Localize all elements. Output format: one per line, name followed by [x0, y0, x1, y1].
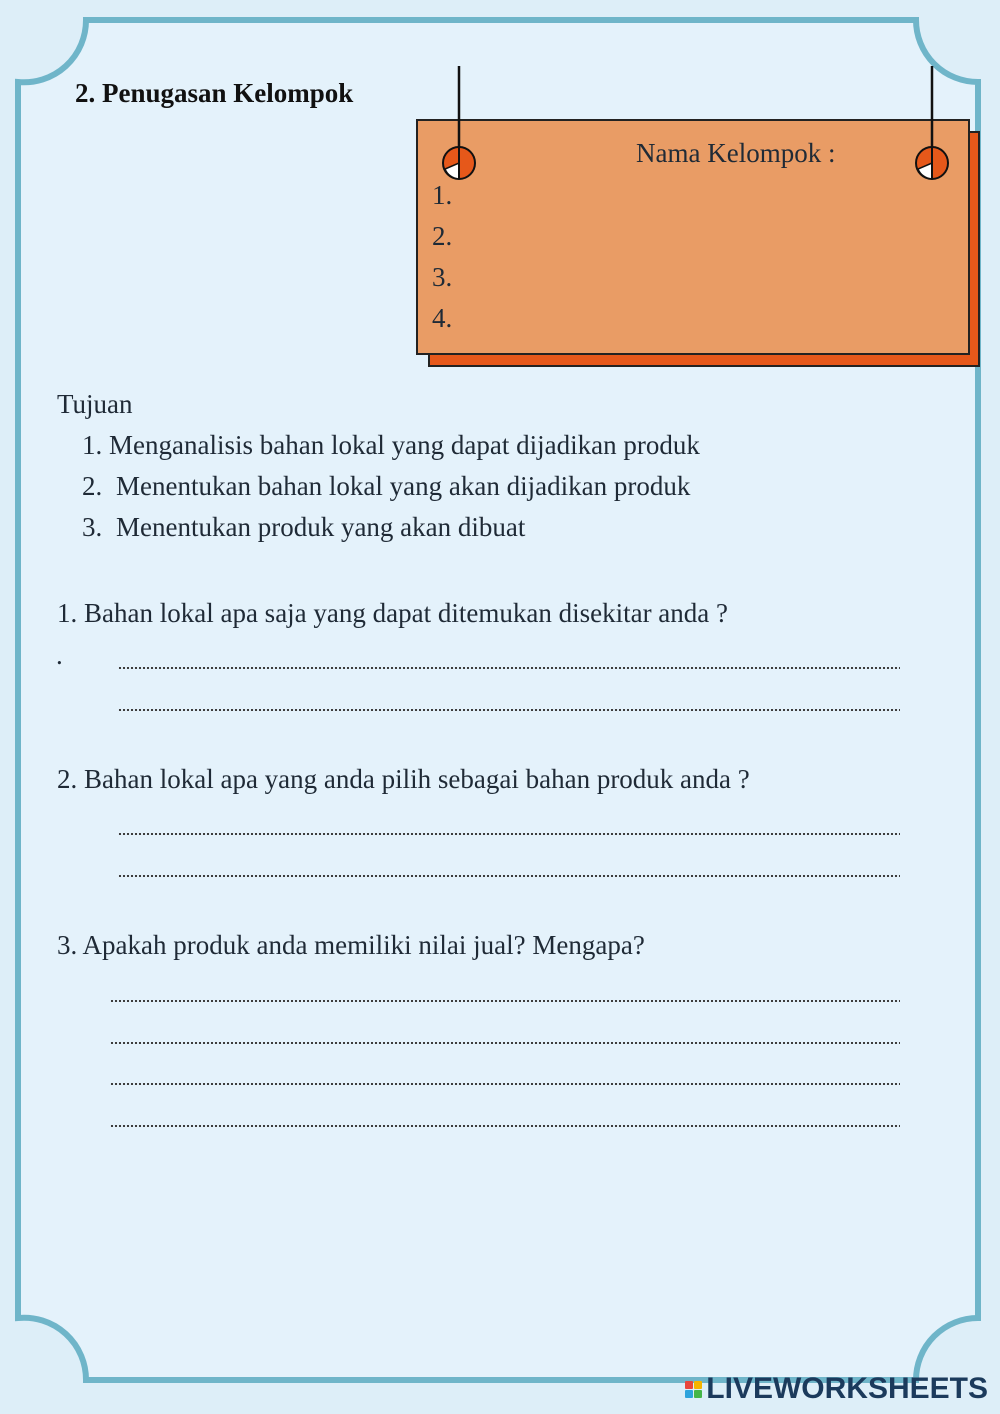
- answer-line[interactable]: [118, 709, 900, 711]
- member-number: 2.: [432, 221, 453, 251]
- group-card-title: Nama Kelompok :: [636, 138, 836, 168]
- answer-line[interactable]: [110, 1042, 900, 1044]
- question-text: 1. Bahan lokal apa saja yang dapat ditemukan disekitar anda ?: [57, 598, 729, 628]
- stray-mark: .: [56, 640, 63, 670]
- member-number: 1.: [432, 180, 453, 210]
- goal-number: 2.: [82, 471, 103, 501]
- question-text: 2. Bahan lokal apa yang anda pilih sebagai bahan produk anda ?: [57, 764, 750, 794]
- page-heading: 2. Penugasan Kelompok: [75, 78, 354, 108]
- answer-line[interactable]: [110, 1000, 900, 1002]
- goal-number: 1.: [82, 430, 103, 460]
- goal-text: Menentukan produk yang akan dibuat: [116, 512, 526, 542]
- member-number: 4.: [432, 303, 453, 333]
- brand-logo[interactable]: [685, 1372, 988, 1406]
- answer-line[interactable]: [118, 875, 900, 877]
- question-text: 3. Apakah produk anda memiliki nilai jual? Mengapa?: [57, 930, 645, 960]
- goals-title: Tujuan: [57, 389, 133, 419]
- member-number: 3.: [432, 262, 453, 292]
- answer-line[interactable]: [110, 1083, 900, 1085]
- pin-left-icon: [441, 145, 477, 181]
- card-pins: [0, 0, 1000, 400]
- answer-line[interactable]: [110, 1125, 900, 1127]
- brand-logo-icon: [685, 1381, 702, 1398]
- brand-name: LIVEWORKSHEETS: [706, 1372, 988, 1405]
- goal-text: Menentukan bahan lokal yang akan dijadikan produk: [116, 471, 691, 501]
- answer-line[interactable]: [118, 667, 900, 669]
- pin-right-icon: [914, 145, 950, 181]
- goal-number: 3.: [82, 512, 103, 542]
- goal-text: Menganalisis bahan lokal yang dapat dijadikan produk: [109, 430, 700, 460]
- answer-line[interactable]: [118, 833, 900, 835]
